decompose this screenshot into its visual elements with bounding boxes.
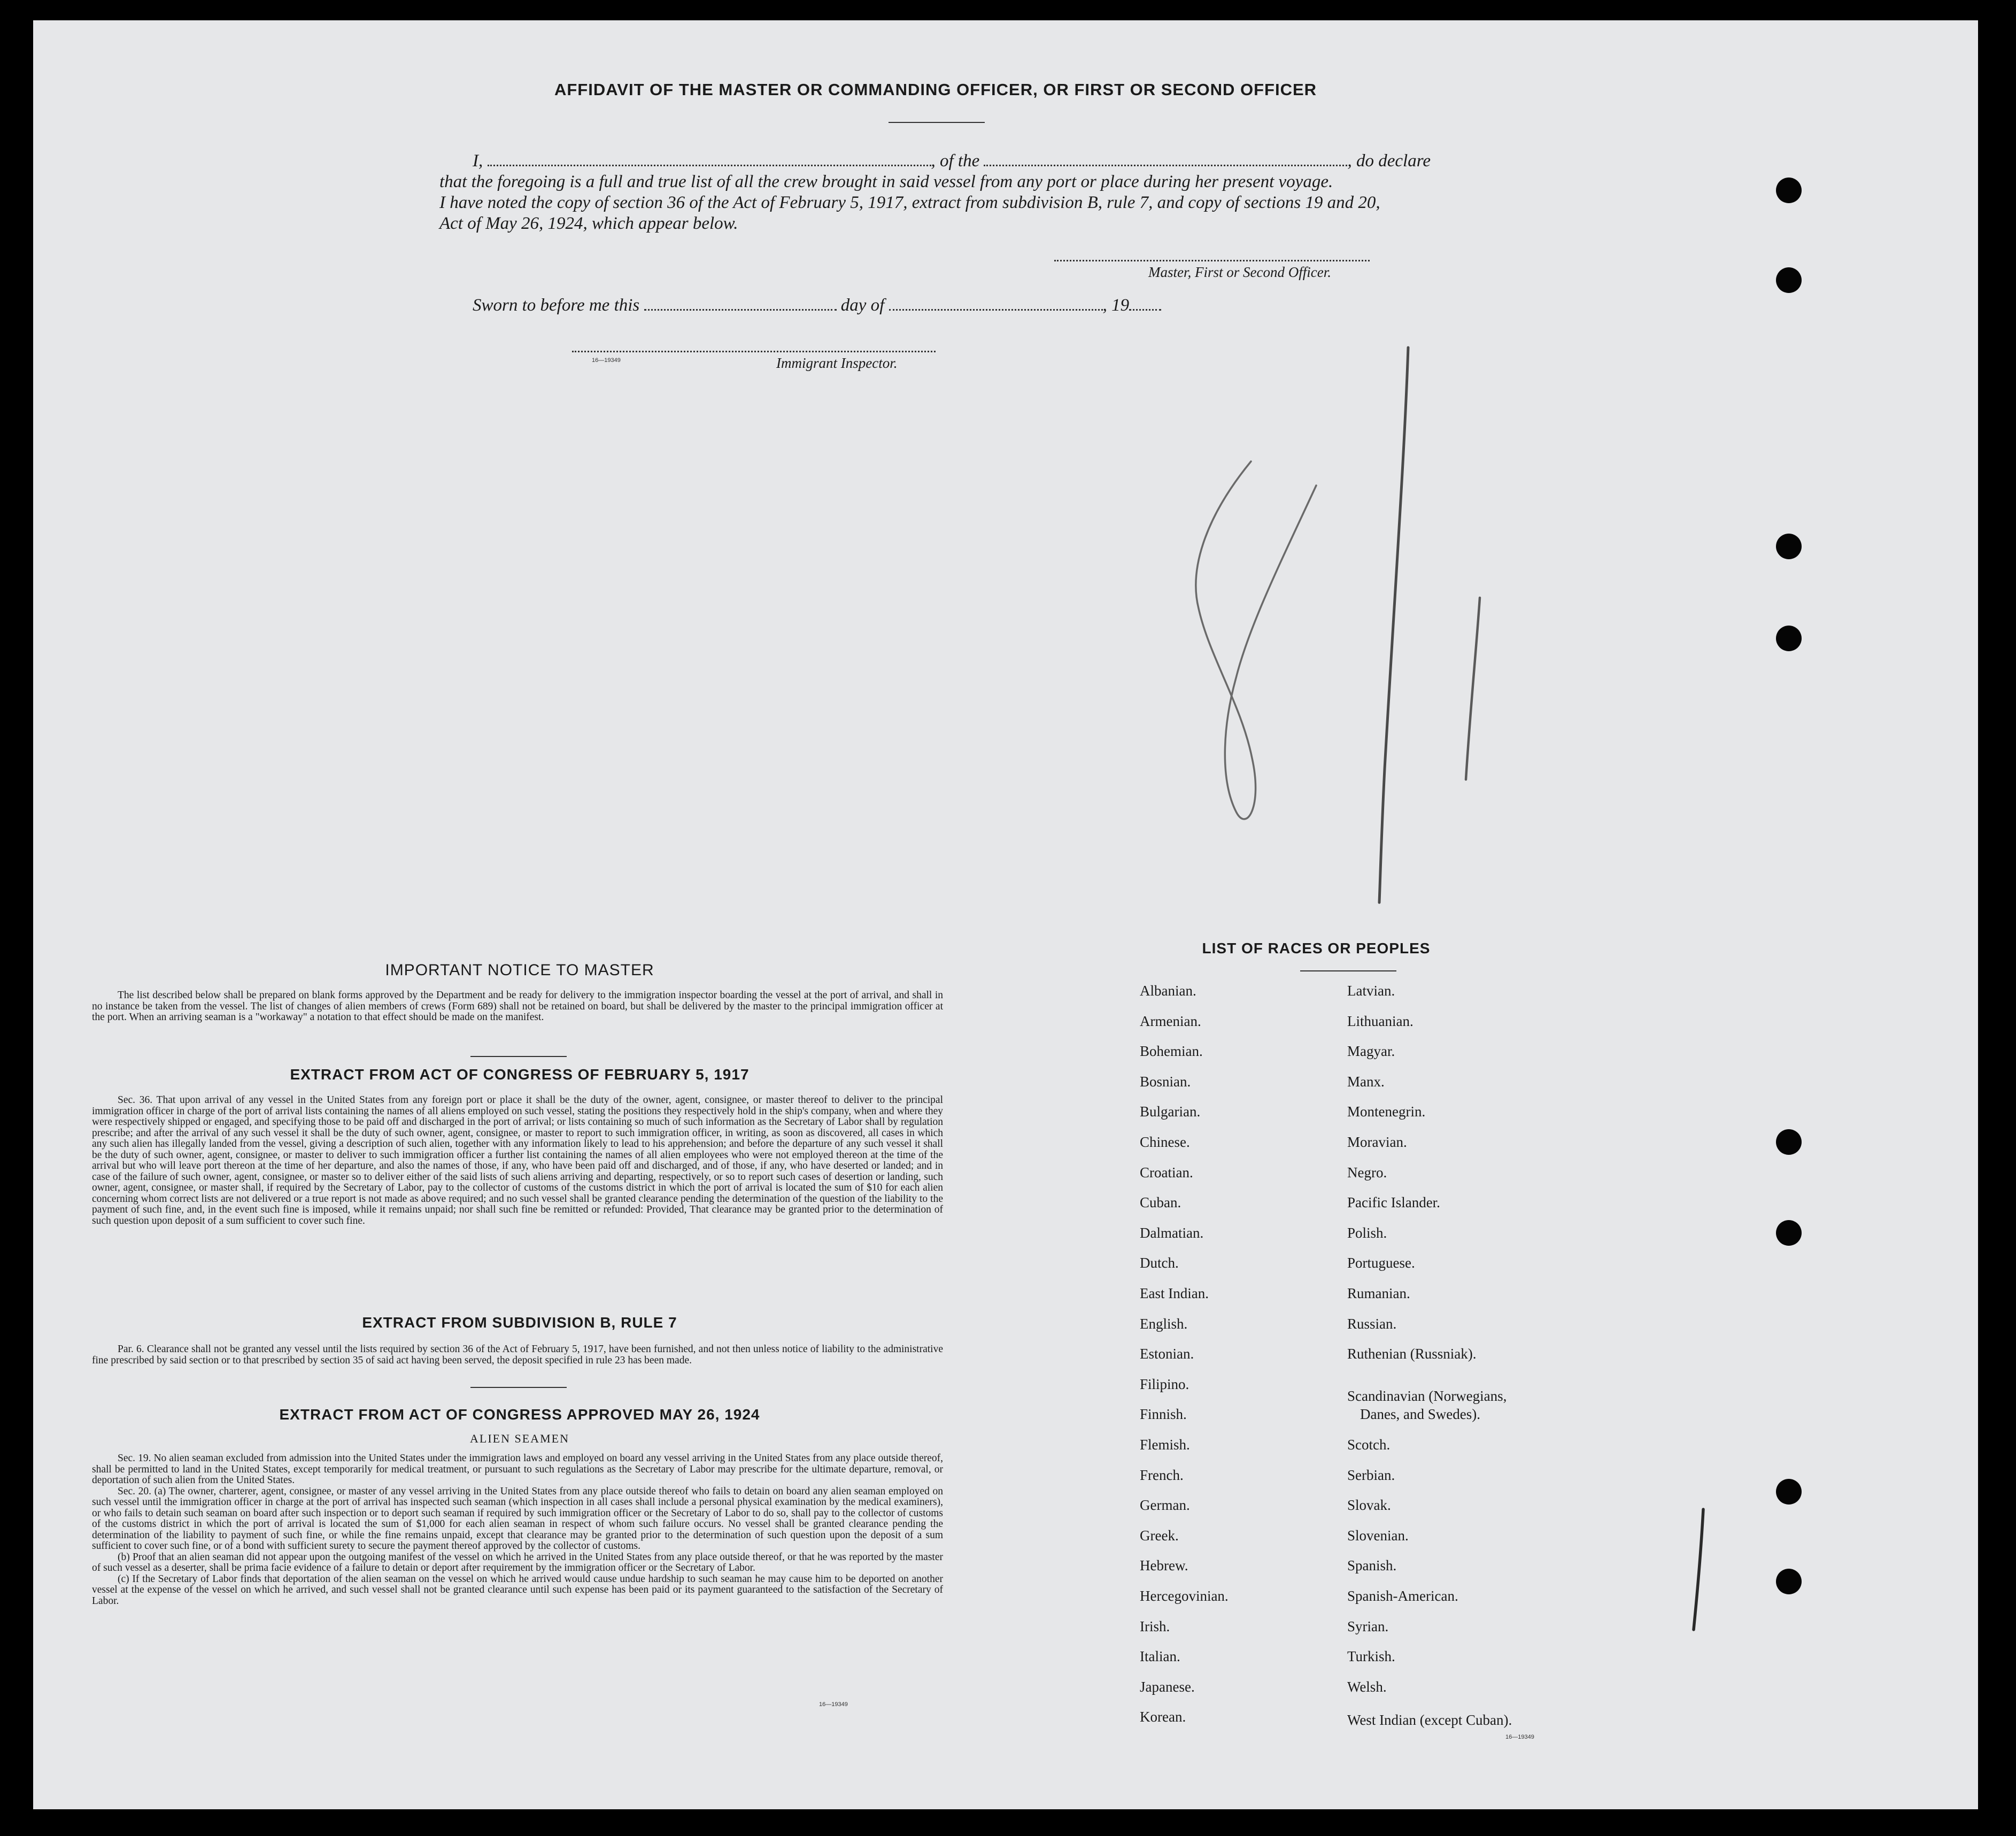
race-item: Dutch.: [1140, 1255, 1179, 1271]
notice-title: IMPORTANT NOTICE TO MASTER: [385, 961, 654, 979]
race-item: Scotch.: [1347, 1437, 1391, 1453]
race-item: Flemish.: [1140, 1437, 1190, 1453]
race-item: Moravian.: [1347, 1134, 1407, 1150]
race-item: Irish.: [1140, 1618, 1170, 1634]
form-number-races: 16—19349: [1505, 1734, 1534, 1740]
extract-rule7-title: EXTRACT FROM SUBDIVISION B, RULE 7: [362, 1314, 677, 1331]
handwritten-short-stroke: [1466, 598, 1480, 780]
race-item: Dalmatian.: [1140, 1224, 1204, 1241]
race-item: English.: [1140, 1315, 1188, 1332]
race-item: West Indian (except Cuban).: [1347, 1712, 1512, 1729]
form-number-top: 16—19349: [592, 357, 621, 364]
punch-hole: [1776, 1569, 1802, 1594]
race-item: Spanish-American.: [1347, 1588, 1458, 1604]
race-item: German.: [1140, 1497, 1190, 1514]
extract-1924-body: Sec. 19. No alien seaman excluded from admission into the United States under the immigration laws and employed on board any vessel arriving in the United States from any place outside thereof, shall be permitted to land in the United States, except temporarily for medical treatment, or pursuant to such regulations as the Secretary of Labor may prescribe for the ultimate departure, removal, or deportation of such alien from the United States. Sec. 20. (a) The owner, charterer, agent, consignee, or master of any vessel arriving in the United States from any place outside thereof who fails to detain on board any alien seaman employed on such vessel until the immigration officer in charge at the port of arrival has inspected such seaman (which inspection in all cases shall include a personal physical examination by the medical examiners), or who fails to detain such seaman on board after such inspection or to deport such seaman if required by such immigration officer or the Secretary of Labor to do so, shall pay to the collector of customs of the customs district in which the port of arrival is located the sum of $1,000 for each alien seaman in respect of whom such failure occurs. No vessel shall be granted clearance pending the determination of the liability to payment of such fine, or while the fine remains unpaid, except that clearance may be granted prior to the determination of such question upon the deposit of a sum sufficient to cover such fine, or of a bond with sufficient surety to secure the payment thereof approved by the collector of customs. (b) Proof that an alien seaman did not appear upon the outgoing manifest of the vessel on which he arrived in the United States from any place outside thereof, or that he was reported by the master of such vessel as a deserter, shall be prima facie evidence of a failure to detain or deport after requirement by the immigration officer or the Secretary of Labor. (c) If the Secretary of Labor finds that deportation of the alien seaman on the vessel on which he arrived would cause undue hardship to such seaman he may cause him to be deported on another vessel at the expense of the vessel on which he arrived, and such vessel shall not be granted clearance until such expense has been paid or its payment guaranteed to the satisfaction of the Secretary of Labor.: [92, 1453, 943, 1607]
race-item: Estonian.: [1140, 1346, 1194, 1362]
notice-rule: [470, 1056, 567, 1057]
race-item: Slovak.: [1347, 1497, 1391, 1514]
race-item: Portuguese.: [1347, 1255, 1415, 1271]
affidavit-line-1: I, , of the , do declare: [473, 151, 1431, 171]
sworn-line: Sworn to before me this day of , 19: [473, 295, 1161, 315]
race-item: Russian.: [1347, 1315, 1397, 1332]
race-item: Montenegrin.: [1347, 1104, 1426, 1120]
race-item: Bulgarian.: [1140, 1104, 1201, 1120]
punch-hole: [1776, 1220, 1802, 1246]
race-item: Korean.: [1140, 1709, 1186, 1725]
race-item: East Indian.: [1140, 1285, 1209, 1301]
affidavit-line-2: that the foregoing is a full and true list of all the crew brought in said vessel from any port or place during her present voyage.: [439, 172, 1333, 191]
race-item: Ruthenian (Russniak).: [1347, 1346, 1477, 1362]
race-item: Turkish.: [1347, 1648, 1395, 1665]
race-item: Hebrew.: [1140, 1557, 1188, 1574]
race-item: Lithuanian.: [1347, 1013, 1413, 1029]
race-item: Japanese.: [1140, 1678, 1195, 1695]
race-item: Cuban.: [1140, 1194, 1181, 1211]
inspector-caption: Immigrant Inspector.: [776, 355, 898, 371]
race-item: Latvian.: [1347, 983, 1395, 999]
notice-body: The list described below shall be prepared on blank forms approved by the Department and be ready for delivery to the immigration inspector boarding the vessel at the port of arrival, and shall in no instance be taken from the vessel. The list of changes of alien members of crews (Form 689) shall not be retained on board, but shall be delivered by the master to the principal immigration officer at the port. When an arriving seaman is a "workaway" a notation to that effect should be made on the manifest.: [92, 990, 943, 1023]
extract-rule7-body: Par. 6. Clearance shall not be granted any vessel until the lists required by section 36 of the Act of February 5, 1917, have been furnished, and not then unless notice of liability to the administrative fine prescribed by said section or to that prescribed by section 35 of said act having been served, the deposit specified in rule 23 has been made.: [92, 1344, 943, 1366]
races-rule: [1300, 970, 1396, 971]
race-item: Bohemian.: [1140, 1043, 1203, 1060]
extract-1917-title: EXTRACT FROM ACT OF CONGRESS OF FEBRUARY 5, 1917: [290, 1066, 750, 1083]
rule7-rule: [470, 1387, 567, 1388]
race-item: Manx.: [1347, 1073, 1385, 1090]
race-item: Magyar.: [1347, 1043, 1395, 1060]
race-item: Polish.: [1347, 1224, 1387, 1241]
race-item: Croatian.: [1140, 1164, 1193, 1181]
race-item: Spanish.: [1347, 1557, 1397, 1574]
alien-seamen-subtitle: ALIEN SEAMEN: [470, 1432, 569, 1445]
race-item: Greek.: [1140, 1527, 1179, 1544]
punch-hole: [1776, 267, 1802, 293]
punch-hole: [1776, 1129, 1802, 1155]
race-item: Finnish.: [1140, 1406, 1187, 1423]
race-item: Filipino.: [1140, 1376, 1189, 1392]
master-caption: Master, First or Second Officer.: [1148, 264, 1331, 280]
punch-hole: [1776, 178, 1802, 203]
race-item: Italian.: [1140, 1648, 1180, 1665]
handwritten-digit-8: [1196, 461, 1316, 819]
handwritten-bottom-stroke: [1694, 1509, 1703, 1630]
race-item: Serbian.: [1347, 1467, 1395, 1483]
race-item: Pacific Islander.: [1347, 1194, 1440, 1211]
form-number-left: 16—19349: [819, 1701, 848, 1708]
race-item: French.: [1140, 1467, 1184, 1483]
race-item: Negro.: [1347, 1164, 1387, 1181]
race-item: Welsh.: [1347, 1678, 1387, 1695]
affidavit-line-4: Act of May 26, 1924, which appear below.: [439, 214, 738, 233]
extract-1917-body: Sec. 36. That upon arrival of any vessel in the United States from any foreign port or place it shall be the duty of the owner, agent, consignee, or master thereof to deliver to the principal immigration officer in charge of the port of arrival lists containing the names of all aliens employed on such vessel, stating the positions they respectively hold in the ship's company, when and where they were respectively shipped or engaged, and specifying those to be paid off and discharged in the port of arrival; or lists containing so much of such information as the Secretary of Labor shall by regulation prescribe; and after the arrival of any such vessel it shall be the duty of such owner, agent, consignee, or master to report to such immigration officer, in writing, as soon as discovered, all cases in which any such alien has illegally landed from the vessel, giving a description of such alien, together with any information likely to lead to his apprehension; and before the departure of any such vessel it shall be the duty of such owner, agent, consignee, or master to deliver to such immigration officer a further list containing the names of all alien employees who were not employed thereon at the time of the arrival but who will leave port thereon at the time of her departure, and also the names of those, if any, who have been paid off and discharged, and of those, if any, who have deserted or landed; and in case of the failure of such owner, agent, consignee, or master so to deliver either of the said lists of such aliens arriving and departing, respectively, or so to report such cases of desertion or landing, such owner, agent, consignee, or master shall, if required by the Secretary of Labor, pay to the collector of customs of the customs district in which the port of arrival is located the sum of $10 for each alien concerning whom correct lists are not delivered or a true report is not made as above required; and no such vessel shall be granted clearance pending the determination of the question of the liability to the payment of such fine, and, in the event such fine is imposed, while it remains unpaid; nor shall such fine be remitted or refunded: Provided, That clearance may be granted prior to the determination of such question upon deposit of a sum sufficient to cover such fine.: [92, 1094, 943, 1226]
race-item: Rumanian.: [1347, 1285, 1410, 1301]
punch-hole: [1776, 534, 1802, 559]
race-item: Scandinavian (Norwegians,: [1347, 1388, 1507, 1405]
race-item: Armenian.: [1140, 1013, 1201, 1029]
document-page: [33, 20, 1978, 1809]
race-item: Slovenian.: [1347, 1527, 1409, 1544]
extract-1924-title: EXTRACT FROM ACT OF CONGRESS APPROVED MAY 26, 1924: [279, 1406, 760, 1423]
race-item: Bosnian.: [1140, 1073, 1191, 1090]
punch-hole: [1776, 626, 1802, 651]
race-item: Syrian.: [1347, 1618, 1389, 1634]
races-title: LIST OF RACES OR PEOPLES: [1202, 940, 1431, 956]
race-item: Danes, and Swedes).: [1360, 1406, 1480, 1423]
affidavit-line-3: I have noted the copy of section 36 of the Act of February 5, 1917, extract from subdivision B, rule 7, and copy of sections 19 and 20,: [439, 193, 1380, 212]
handwritten-long-stroke: [1379, 348, 1408, 902]
punch-hole: [1776, 1479, 1802, 1505]
race-item: Chinese.: [1140, 1134, 1190, 1150]
affidavit-title: AFFIDAVIT OF THE MASTER OR COMMANDING OFFICER, OR FIRST OR SECOND OFFICER: [554, 80, 1317, 99]
race-item: Albanian.: [1140, 983, 1196, 999]
race-item: Hercegovinian.: [1140, 1588, 1229, 1604]
